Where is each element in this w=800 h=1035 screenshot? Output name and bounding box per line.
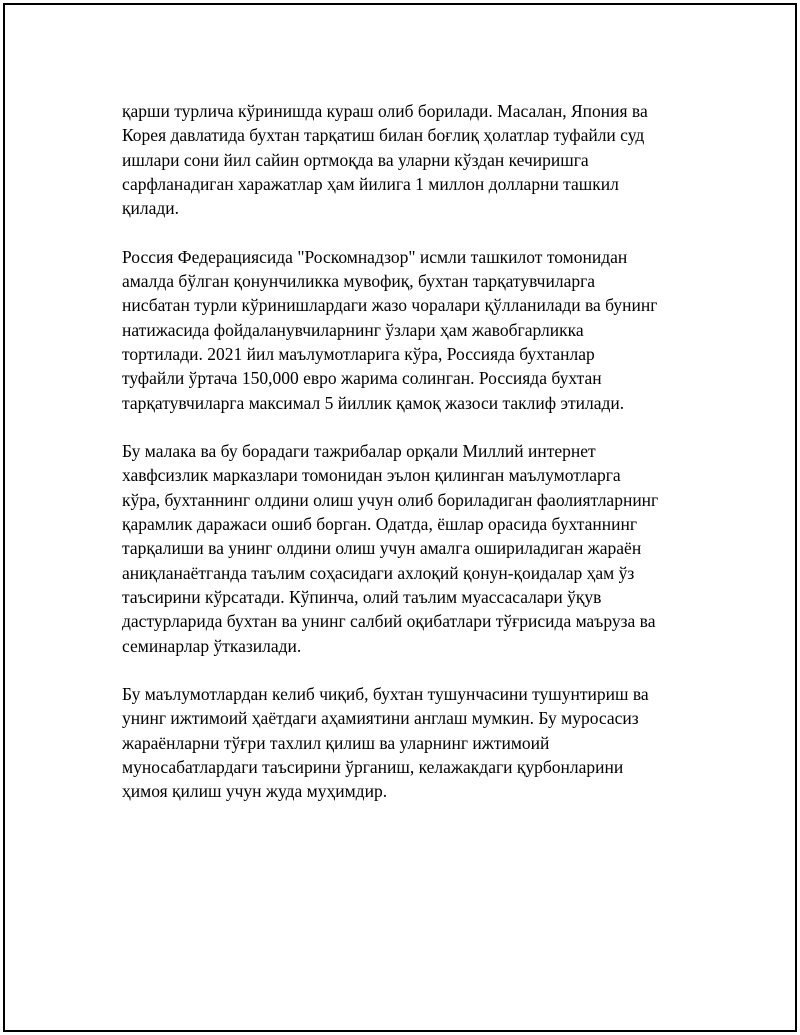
text-line: таъсирини кўрсатади. Кўпинча, олий таълим муассасалари ўқув [122, 586, 602, 607]
text-line: қилади. [122, 198, 180, 219]
text-line: жараёнларни тўғри тахлил қилиш ва уларнинг ижтимоий [122, 732, 550, 753]
text-line: тарқатувчиларга максимал 5 йиллик қамоқ жазоси таклиф этилади. [122, 392, 625, 413]
paragraph-3 [122, 439, 722, 658]
text-line: тортилади. 2021 йил маълумотларига кўра, Россияда бухтанлар [122, 343, 595, 364]
text-line: ишлари сони йил сайин ортмоқда ва уларни кўздан кечиришга [122, 149, 589, 170]
text-line: туфайли ўртача 150,000 евро жарима солинган. Россияда бухтан [122, 368, 602, 389]
paragraph-4 [122, 682, 722, 803]
text-line: сарфланадиган харажатлар ҳам йилига 1 миллон долларни ташкил [122, 173, 619, 194]
text-line: хавфсизлик марказлари томонидан эълон қилинган маълумотларга [122, 465, 621, 486]
text-line: қарамлик даражаси ошиб борган. Одатда, ёшлар орасида бухтаннинг [122, 514, 638, 535]
text-line: Россия Федерациясида "Роскомнадзор" исмли ташкилот томонидан [122, 246, 628, 267]
text-line: Корея давлатида бухтан тарқатиш билан боғлиқ ҳолатлар туфайли суд [122, 125, 645, 146]
text-line: қарши турлича кўринишда кураш олиб борилади. Масалан, Япония ва [122, 101, 648, 121]
paragraph-2 [122, 245, 722, 415]
text-line: Бу малака ва бу борадаги тажрибалар орқали Миллий интернет [122, 441, 596, 462]
text-line: натижасида фойдаланувчиларнинг ўзлари ҳам жавобгарликка [122, 319, 584, 340]
text-line: семинарлар ўтказилади. [122, 635, 302, 656]
text-line: кўра, бухтаннинг олдини олиш учун олиб бориладиган фаолиятларнинг [122, 489, 659, 510]
text-line: Бу маълумотлардан келиб чиқиб, бухтан тушунчасини тушунтириш ва [122, 684, 649, 705]
page-frame [3, 3, 797, 1032]
text-line: дастурларида бухтан ва унинг салбий оқибатлари тўғрисида маъруза ва [122, 611, 656, 632]
text-line: амалда бўлган қонунчиликка мувофиқ, бухтан тарқатувчиларга [122, 271, 596, 292]
text-line: аниқланаётганда таълим соҳасидаги ахлоқий қонун-қоидалар ҳам ўз [122, 562, 635, 583]
document-body [122, 99, 722, 828]
text-line: унинг ижтимоий ҳаётдаги аҳамиятини англаш мумкин. Бу муросасиз [122, 708, 639, 729]
text-line: ҳимоя қилиш учун жуда муҳимдир. [122, 781, 388, 802]
text-line: нисбатан турли кўринишлардаги жазо чоралари қўлланилади ва бунинг [122, 295, 658, 316]
paragraph-1 [122, 99, 722, 220]
text-line: муносабатлардаги таъсирини ўрганиш, келажакдаги қурбонларини [122, 757, 624, 778]
text-line: тарқалиши ва унинг олдини олиш учун амалга ошириладиган жараён [122, 538, 642, 559]
